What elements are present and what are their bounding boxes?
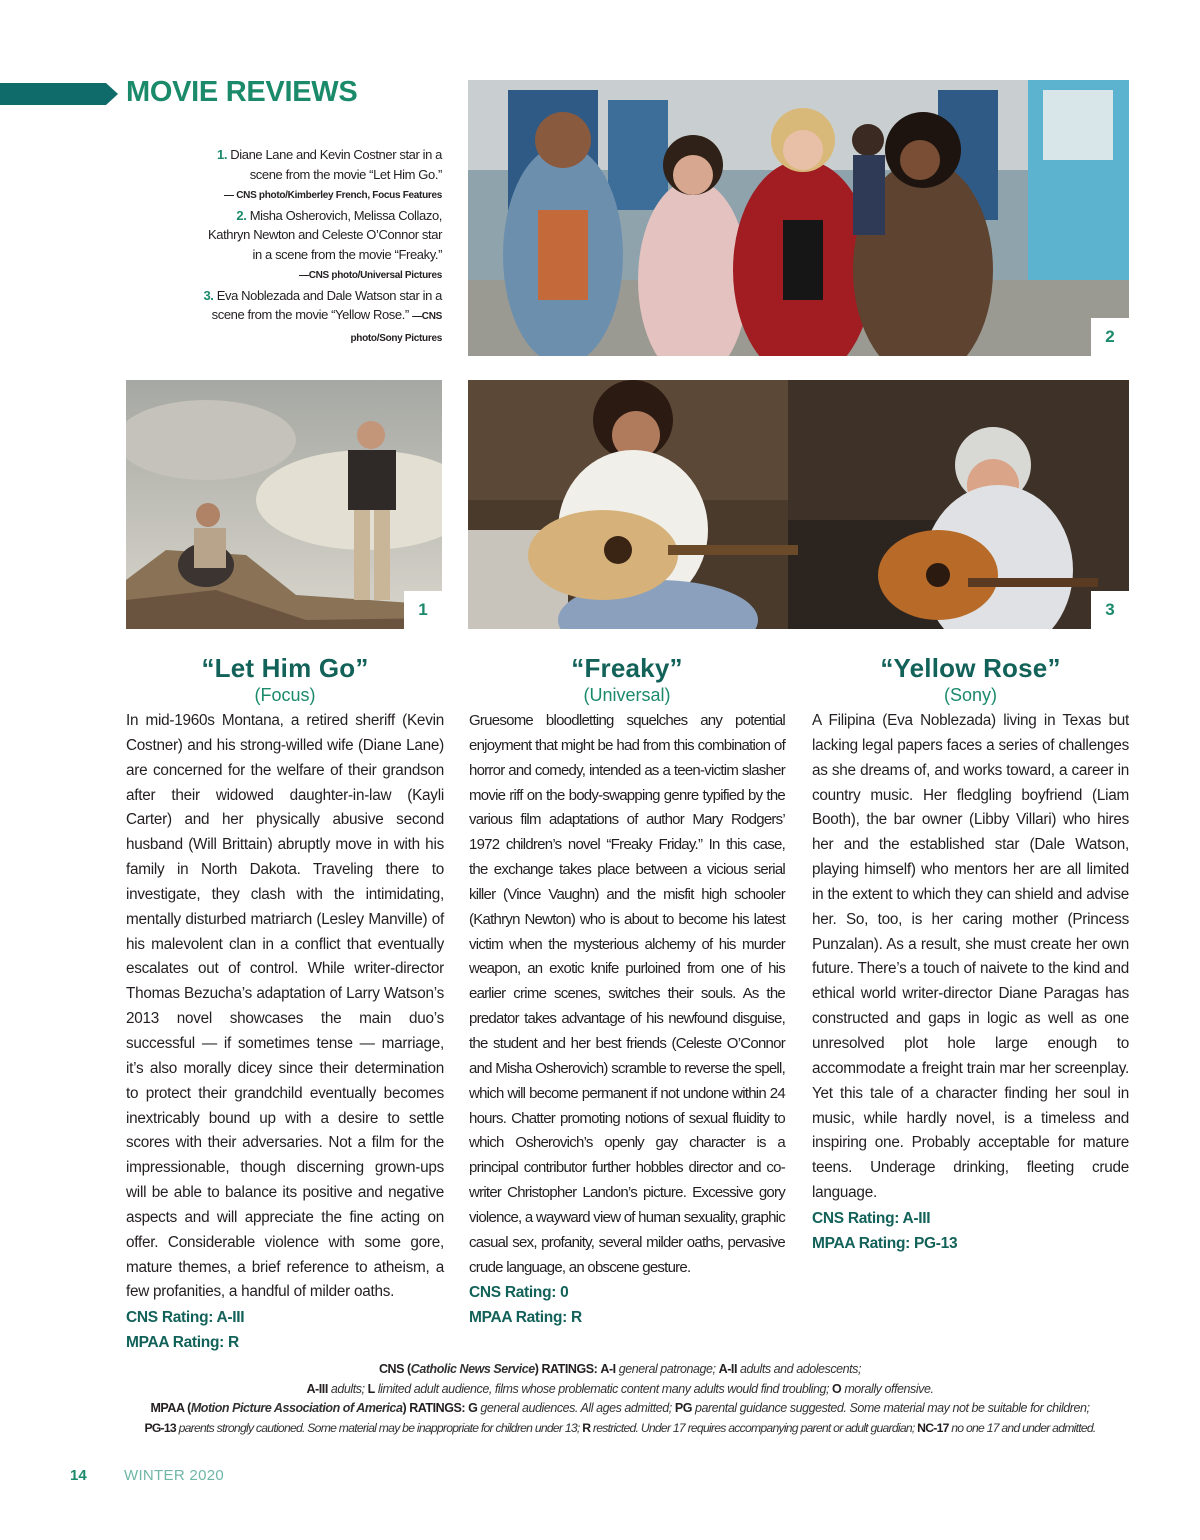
caption-credit: — CNS photo/Kimberley French, Focus Features <box>224 190 442 201</box>
legend-line-3 <box>60 1399 1180 1419</box>
caption-3 <box>196 286 442 349</box>
review-freaky <box>469 652 785 1330</box>
caption-1 <box>196 145 442 206</box>
legend-rating-desc: general audiences. All ages admitted; <box>480 1401 672 1415</box>
review-title: “Freaky” <box>571 653 683 683</box>
legend-rating-code: NC-17 <box>917 1420 949 1435</box>
legend-mpaa-label: ) RATINGS: <box>402 1401 466 1415</box>
legend-mpaa-prefix: MPAA ( <box>150 1401 191 1415</box>
legend-rating-desc: general patronage; <box>618 1362 716 1376</box>
legend-cns-name: Catholic News Service <box>410 1362 535 1376</box>
mpaa-rating: MPAA Rating: PG-13 <box>812 1234 958 1252</box>
mpaa-rating: MPAA Rating: R <box>469 1309 582 1327</box>
caption-number: 1. <box>217 147 228 162</box>
legend-rating-code: R <box>582 1420 591 1435</box>
cns-rating: CNS Rating: A-III <box>126 1309 245 1327</box>
issue-label: WINTER 2020 <box>124 1467 224 1484</box>
review-studio: (Sony) <box>943 685 997 705</box>
photo-number-badge: 1 <box>404 591 442 629</box>
review-body: A Filipina (Eva Noblezada) living in Texas but lacking legal papers faces a series of challenges as she dreams of, and works toward, a career in country music. Her fledgling boyfriend (Liam Booth), the bar owner (Libby Villari) who hires her and the established star (Dale Watson, playing himself) who mentors her are all limited in the extent to which they can shield and advise her. So, too, is her caring mother (Princess Punzalan). As a result, she must create her own future. There’s a touch of naivete to the kind and ethical world writer-director Diane Paragas has constructed and gaps in logic as well as one unresolved plot hole large enough to accommodate a freight train mar her screenplay. Yet this tale of a character finding her soul in music, while hardly novel, is a timeless and inspiring one. Probably acceptable for mature teens. Underage drinking, fleeting crude language. <box>812 712 1129 1202</box>
legend-line-4 <box>60 1419 1180 1439</box>
photo-freaky-hallway <box>468 80 1129 356</box>
cns-rating: CNS Rating: A-III <box>812 1209 931 1227</box>
legend-line-1 <box>60 1360 1180 1380</box>
legend-rating-desc: adults and adolescents; <box>740 1362 861 1376</box>
caption-number: 3. <box>203 287 214 303</box>
legend-rating-desc: restricted. Under 17 requires accompanying parent or adult guardian; <box>592 1420 915 1435</box>
legend-cns-label: ) RATINGS: <box>534 1362 598 1376</box>
section-arrow-bar <box>0 83 118 105</box>
review-studio: (Universal) <box>583 685 671 705</box>
review-yellow-rose <box>812 652 1129 1256</box>
legend-rating-desc: morally offensive. <box>844 1381 934 1396</box>
legend-rating-desc: limited adult audience, films whose problematic content many adults would find troubling; <box>377 1381 829 1396</box>
review-body: In mid-1960s Montana, a retired sheriff (Kevin Costner) and his strong-willed wife (Diane Lane) are concerned for the welfare of their grandson after their widowed daughter-in-law (Kayli Carter) and her physically abusive second husband (Will Brittain) abruptly move in with his family in North Dakota. Traveling there to investigate, they clash with the intimidating, mentally disturbed matriarch (Lesley Manville) of his malevolent clan in a conflict that eventually escalates out of control. While writer-director Thomas Bezucha’s adaptation of Larry Watson’s 2013 novel showcases the main duo’s successful — if sometimes tense — marriage, it’s also morally dicey since their determination to protect their grandchild eventually becomes inextricably bound up with a desire to settle scores with their adversaries. Not a film for the impressionable, though discerning grown-ups will be able to balance its positive and negative aspects and will appreciate the fine acting on offer. Considerable violence with some gore, mature themes, a brief reference to atheism, a few profanities, a handful of milder oaths. <box>126 712 444 1301</box>
caption-credit: —CNS photo/Sony Pictures <box>350 311 442 344</box>
photo-yellow-rose-guitars <box>468 380 1129 629</box>
legend-line-2 <box>60 1380 1180 1400</box>
legend-rating-code: PG-13 <box>144 1420 176 1435</box>
review-body: Gruesome bloodletting squelches any potential enjoyment that might be had from this combination of horror and comedy, intended as a teen-victim slasher movie riff on the body-swapping genre typified by the various film adaptations of author Mary Rodgers’ 1972 children’s novel “Freaky Friday.” In this case, the exchange takes place between a vicious serial killer (Vince Vaughn) and the misfit high schooler (Kathryn Newton) who is about to become his latest victim when the mysterious alchemy of his murder weapon, an exotic knife purloined from one of his earlier crime scenes, switches their souls. As the predator takes advantage of his newfound disguise, the student and her best friends (Celeste O’Connor and Misha Osherovich) scramble to reverse the spell, which will become permanent if not undone within 24 hours. Chatter promoting notions of sexual fluidity to which Osherovich’s openly gay character is a principal contributor further hobbles director and co-writer Christopher Landon’s picture. Excessive gory violence, a wayward view of human sexuality, graphic casual sex, profanity, several milder oaths, pervasive crude language, an obscene gesture. <box>469 712 785 1276</box>
legend-rating-desc: no one 17 and under admitted. <box>951 1420 1096 1435</box>
legend-rating-code: A-II <box>718 1362 737 1376</box>
photo-number-badge: 3 <box>1091 591 1129 629</box>
legend-rating-code: PG <box>674 1401 692 1415</box>
legend-cns-prefix: CNS ( <box>378 1362 411 1376</box>
legend-rating-code: G <box>468 1401 478 1415</box>
legend-mpaa-name: Motion Picture Association of America <box>190 1401 403 1415</box>
legend-rating-code: A-I <box>600 1362 616 1376</box>
photo-let-him-go-landscape <box>126 380 442 629</box>
legend-rating-desc: parents strongly cautioned. Some material may be inappropriate for children under 13; <box>178 1420 580 1435</box>
legend-rating-code: L <box>367 1381 375 1396</box>
caption-text: Diane Lane and Kevin Costner star in a scene from the movie “Let Him Go.” <box>230 147 442 182</box>
review-title: “Yellow Rose” <box>880 653 1061 683</box>
legend-rating-desc: parental guidance suggested. Some material may not be suitable for children; <box>695 1401 1090 1415</box>
caption-text: Eva Noblezada and Dale Watson star in a scene from the movie “Yellow Rose.” <box>211 287 442 322</box>
caption-credit: —CNS photo/Universal Pictures <box>299 270 442 281</box>
review-title: “Let Him Go” <box>201 653 369 683</box>
cns-rating: CNS Rating: 0 <box>469 1284 569 1302</box>
legend-rating-code: A-III <box>306 1381 328 1396</box>
caption-text: Misha Osherovich, Melissa Collazo, Kathryn Newton and Celeste O’Connor star in a scene from the movie “Freaky.” <box>207 207 442 262</box>
review-let-him-go <box>126 652 444 1355</box>
review-studio: (Focus) <box>254 685 316 705</box>
page-number: 14 <box>70 1467 87 1484</box>
ratings-legend <box>60 1360 1180 1438</box>
section-title: MOVIE REVIEWS <box>126 76 358 108</box>
mpaa-rating: MPAA Rating: R <box>126 1334 239 1352</box>
caption-2 <box>196 206 442 286</box>
caption-number: 2. <box>236 207 247 223</box>
photo-number-badge: 2 <box>1091 318 1129 356</box>
legend-rating-desc: adults; <box>330 1381 365 1396</box>
legend-rating-code: O <box>832 1381 842 1396</box>
photo-captions <box>196 145 442 348</box>
